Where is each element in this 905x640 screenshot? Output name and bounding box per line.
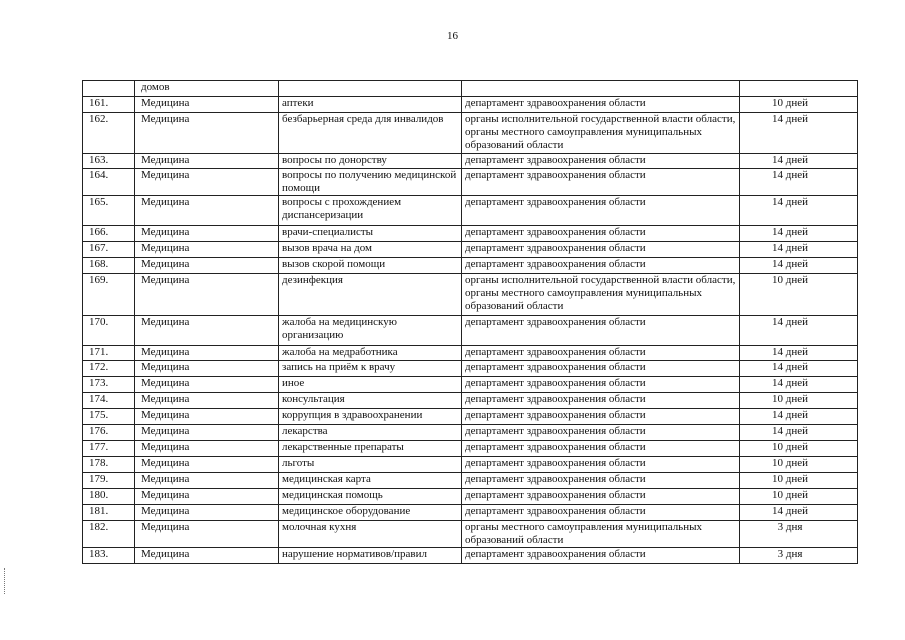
table-cell-topic: вопросы по донорству	[279, 154, 462, 169]
table-cell-category: Медицина	[135, 242, 279, 258]
table-cell-number: 161.	[83, 97, 135, 113]
table-cell-topic: вызов врача на дом	[279, 242, 462, 258]
table-cell-number: 176.	[83, 425, 135, 441]
table-row	[83, 457, 858, 473]
table-cell-term: 14 дней	[740, 196, 858, 226]
table-cell-number: 171.	[83, 346, 135, 361]
table-cell-number: 168.	[83, 258, 135, 274]
table-cell-responsible: департамент здравоохранения области	[462, 346, 740, 361]
table-row	[83, 226, 858, 242]
table-cell-term: 14 дней	[740, 377, 858, 393]
table-cell-responsible: департамент здравоохранения области	[462, 393, 740, 409]
table-cell-category: Медицина	[135, 361, 279, 377]
table-cell-category: Медицина	[135, 346, 279, 361]
table-cell-category: Медицина	[135, 274, 279, 316]
table-row	[83, 316, 858, 346]
table-cell-number: 170.	[83, 316, 135, 346]
table-cell-number: 180.	[83, 489, 135, 505]
table-cell-category: Медицина	[135, 97, 279, 113]
table-cell-topic: льготы	[279, 457, 462, 473]
table-cell-topic: иное	[279, 377, 462, 393]
table-cell-term: 10 дней	[740, 473, 858, 489]
table-cell-responsible: департамент здравоохранения области	[462, 473, 740, 489]
table-cell-term: 14 дней	[740, 505, 858, 521]
table-row	[83, 473, 858, 489]
table-cell-number: 178.	[83, 457, 135, 473]
table-cell-term: 10 дней	[740, 489, 858, 505]
table-cell-number: 165.	[83, 196, 135, 226]
document-table	[82, 80, 858, 564]
table-cell-topic: молочная кухня	[279, 521, 462, 548]
table-cell-topic: медицинская помощь	[279, 489, 462, 505]
table-cell-topic: коррупция в здравоохранении	[279, 409, 462, 425]
table-cell-topic: лекарственные препараты	[279, 441, 462, 457]
table-cell-responsible: департамент здравоохранения области	[462, 258, 740, 274]
table-row	[83, 377, 858, 393]
table-cell-category: Медицина	[135, 316, 279, 346]
table-cell-number: 179.	[83, 473, 135, 489]
table-cell-category: Медицина	[135, 473, 279, 489]
table-row	[83, 196, 858, 226]
table-row	[83, 169, 858, 196]
table-cell-topic: безбарьерная среда для инвалидов	[279, 113, 462, 154]
table-cell-term: 14 дней	[740, 316, 858, 346]
table-cell-category: Медицина	[135, 521, 279, 548]
table-row	[83, 346, 858, 361]
table-row	[83, 154, 858, 169]
table-cell-topic: лекарства	[279, 425, 462, 441]
table-cell-term: 10 дней	[740, 274, 858, 316]
table-cell-responsible: департамент здравоохранения области	[462, 196, 740, 226]
table-cell-topic: нарушение нормативов/правил	[279, 548, 462, 564]
table-cell-term: 14 дней	[740, 409, 858, 425]
table-row	[83, 489, 858, 505]
table-cell-category: Медицина	[135, 441, 279, 457]
table-cell-term: 14 дней	[740, 242, 858, 258]
table-cell-responsible: департамент здравоохранения области	[462, 226, 740, 242]
table-cell-topic: дезинфекция	[279, 274, 462, 316]
table-row	[83, 409, 858, 425]
table-cell-responsible: департамент здравоохранения области	[462, 97, 740, 113]
table-row	[83, 274, 858, 316]
table-cell-responsible: департамент здравоохранения области	[462, 425, 740, 441]
table-cell-topic	[279, 81, 462, 97]
table-row	[83, 521, 858, 548]
table-cell-responsible: департамент здравоохранения области	[462, 505, 740, 521]
table-cell-term: 10 дней	[740, 457, 858, 473]
table-row	[83, 361, 858, 377]
table-cell-number: 181.	[83, 505, 135, 521]
table-row	[83, 81, 858, 97]
table-cell-term: 3 дня	[740, 521, 858, 548]
table-cell-responsible: департамент здравоохранения области	[462, 441, 740, 457]
table-cell-topic: вызов скорой помощи	[279, 258, 462, 274]
table-cell-responsible: департамент здравоохранения области	[462, 457, 740, 473]
table-cell-category: домов	[135, 81, 279, 97]
table-cell-responsible	[462, 81, 740, 97]
table-cell-category: Медицина	[135, 169, 279, 196]
table-cell-responsible: департамент здравоохранения области	[462, 548, 740, 564]
table-cell-term: 14 дней	[740, 425, 858, 441]
table-cell-number: 173.	[83, 377, 135, 393]
table-row	[83, 505, 858, 521]
table-row	[83, 548, 858, 564]
table-cell-term: 14 дней	[740, 346, 858, 361]
table-cell-term: 14 дней	[740, 113, 858, 154]
table-cell-number: 175.	[83, 409, 135, 425]
table-cell-number: 167.	[83, 242, 135, 258]
table-row	[83, 393, 858, 409]
table-cell-category: Медицина	[135, 548, 279, 564]
table-cell-term: 10 дней	[740, 441, 858, 457]
table-cell-topic: аптеки	[279, 97, 462, 113]
table-cell-category: Медицина	[135, 377, 279, 393]
table-cell-category: Медицина	[135, 505, 279, 521]
table-cell-number: 172.	[83, 361, 135, 377]
table-cell-category: Медицина	[135, 409, 279, 425]
table-row	[83, 97, 858, 113]
table-cell-category: Медицина	[135, 457, 279, 473]
table-cell-number: 182.	[83, 521, 135, 548]
table-cell-category: Медицина	[135, 196, 279, 226]
table-cell-number: 183.	[83, 548, 135, 564]
table-cell-topic: медицинская карта	[279, 473, 462, 489]
table-cell-number: 169.	[83, 274, 135, 316]
table-cell-category: Медицина	[135, 113, 279, 154]
table-cell-term: 14 дней	[740, 258, 858, 274]
table-cell-topic: вопросы по получению медицинской помощи	[279, 169, 462, 196]
table-cell-number: 166.	[83, 226, 135, 242]
table-cell-number: 174.	[83, 393, 135, 409]
table-cell-category: Медицина	[135, 154, 279, 169]
table-cell-topic: медицинское оборудование	[279, 505, 462, 521]
table-row	[83, 113, 858, 154]
table-cell-responsible: департамент здравоохранения области	[462, 361, 740, 377]
table-cell-responsible: департамент здравоохранения области	[462, 409, 740, 425]
table-cell-term: 14 дней	[740, 226, 858, 242]
table-cell-topic: консультация	[279, 393, 462, 409]
table-cell-responsible: органы местного самоуправления муниципальных образований области	[462, 521, 740, 548]
table-row	[83, 258, 858, 274]
table-cell-responsible: органы исполнительной государственной власти области, органы местного самоуправления муниципальных образований области	[462, 274, 740, 316]
table-cell-number	[83, 81, 135, 97]
table-cell-term: 3 дня	[740, 548, 858, 564]
table-cell-topic: запись на приём к врачу	[279, 361, 462, 377]
table-cell-category: Медицина	[135, 258, 279, 274]
table-cell-responsible: департамент здравоохранения области	[462, 242, 740, 258]
table-cell-term: 10 дней	[740, 393, 858, 409]
page-number: 16	[447, 30, 458, 42]
margin-mark	[4, 568, 7, 594]
table-cell-responsible: департамент здравоохранения области	[462, 377, 740, 393]
table-cell-topic: вопросы с прохождением диспансеризации	[279, 196, 462, 226]
table-row	[83, 242, 858, 258]
table-cell-term: 14 дней	[740, 154, 858, 169]
table-cell-responsible: департамент здравоохранения области	[462, 316, 740, 346]
table-cell-responsible: департамент здравоохранения области	[462, 169, 740, 196]
table-cell-responsible: департамент здравоохранения области	[462, 489, 740, 505]
table-cell-number: 177.	[83, 441, 135, 457]
table-cell-topic: врачи-специалисты	[279, 226, 462, 242]
table-cell-category: Медицина	[135, 489, 279, 505]
table-cell-category: Медицина	[135, 425, 279, 441]
table-cell-number: 163.	[83, 154, 135, 169]
table-row	[83, 441, 858, 457]
table-cell-term	[740, 81, 858, 97]
table-cell-category: Медицина	[135, 393, 279, 409]
table-cell-responsible: департамент здравоохранения области	[462, 154, 740, 169]
table-cell-category: Медицина	[135, 226, 279, 242]
table-cell-topic: жалоба на медицинскую организацию	[279, 316, 462, 346]
table-row	[83, 425, 858, 441]
table-cell-term: 10 дней	[740, 97, 858, 113]
table-cell-number: 162.	[83, 113, 135, 154]
table-cell-term: 14 дней	[740, 361, 858, 377]
table-cell-responsible: органы исполнительной государственной власти области, органы местного самоуправления муниципальных образований области	[462, 113, 740, 154]
table-cell-number: 164.	[83, 169, 135, 196]
table-cell-term: 14 дней	[740, 169, 858, 196]
table-cell-topic: жалоба на медработника	[279, 346, 462, 361]
